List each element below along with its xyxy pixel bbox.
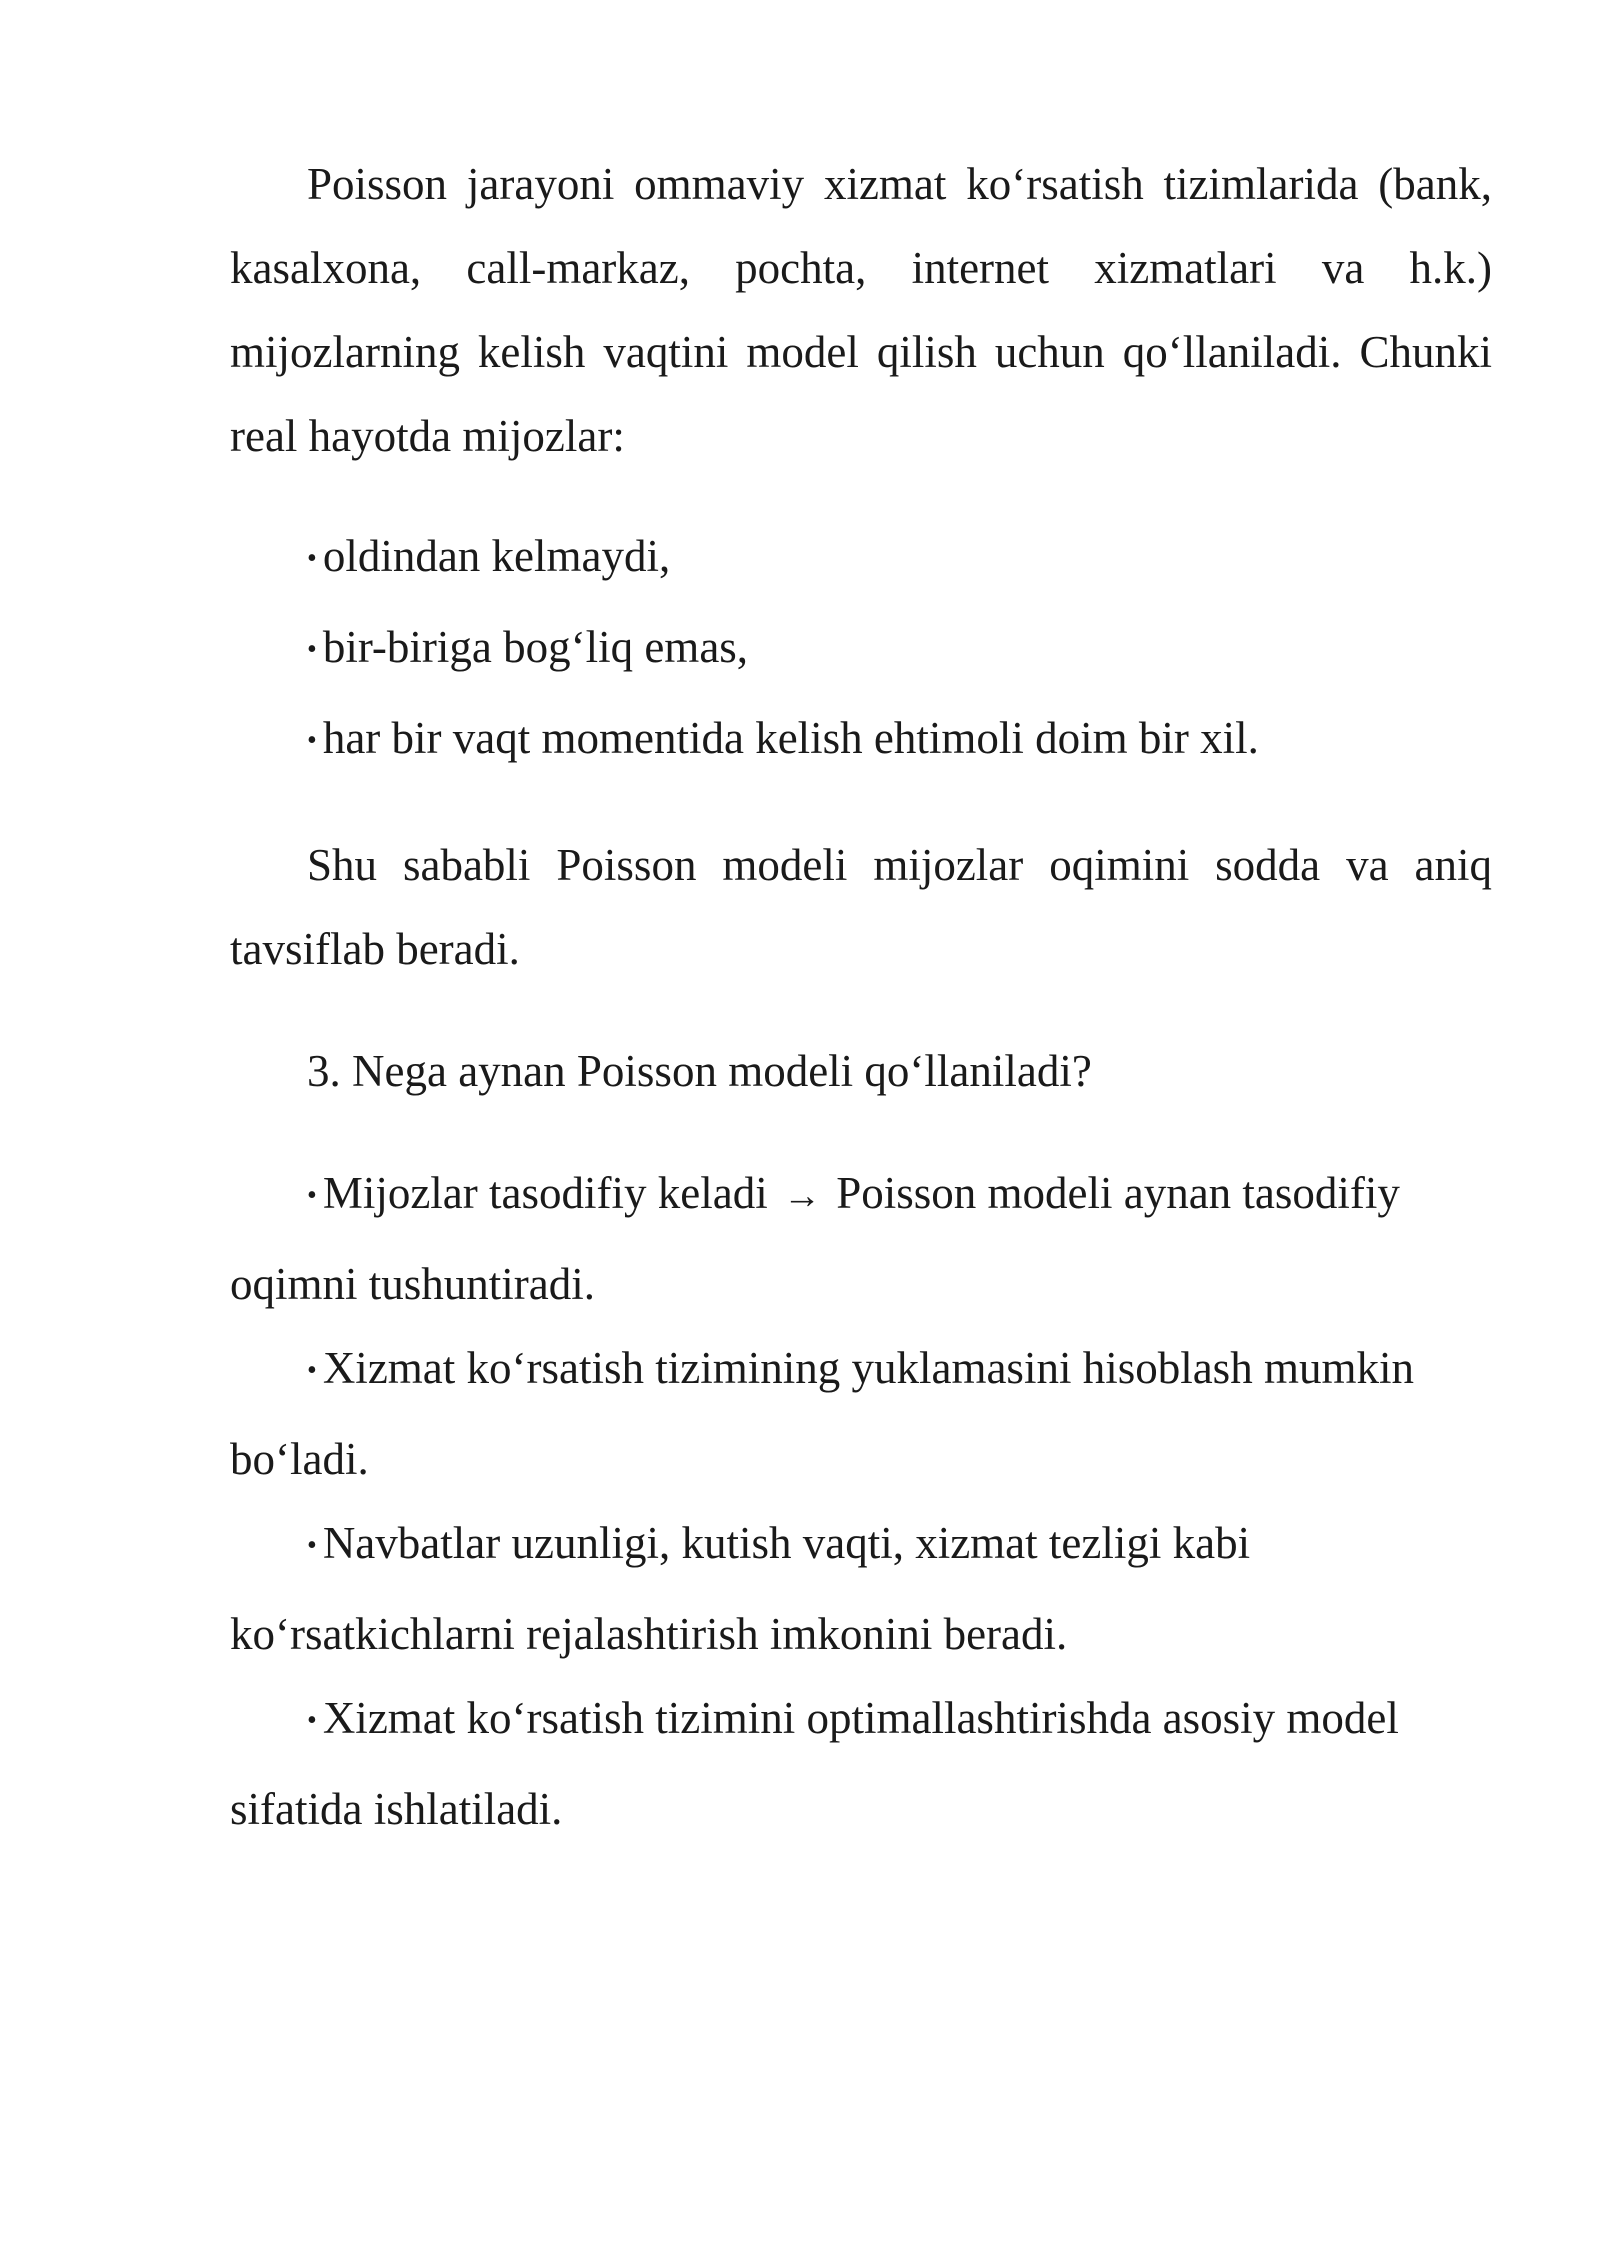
spacer (230, 787, 1492, 823)
bullet-icon: • (307, 1180, 317, 1211)
list-item (230, 696, 1492, 787)
bullet-icon: • (307, 543, 317, 574)
document-body (230, 142, 1492, 1851)
list-item (230, 1676, 1492, 1851)
list-item (230, 1151, 1492, 1326)
list-item (230, 514, 1492, 605)
list-item-text: Xizmat ko‘rsatish tizimini optimallashtirishda asosiy model sifatida ishlatiladi. (230, 1693, 1399, 1834)
list-item-text: bir-biriga bog‘liq emas, (322, 622, 749, 672)
list-item (230, 605, 1492, 696)
conclusion-paragraph: Shu sababli Poisson modeli mijozlar oqimini sodda va aniq tavsiflab beradi. (230, 840, 1492, 974)
section-heading: 3. Nega aynan Poisson modeli qo‘llaniladi? (307, 1046, 1092, 1096)
list-item-text: Navbatlar uzunligi, kutish vaqti, xizmat tezligi kabi ko‘rsatkichlarni rejalashtirish imkonini beradi. (230, 1518, 1251, 1659)
reasons-list (230, 514, 1492, 787)
list-item (230, 1326, 1492, 1501)
bullet-icon: • (307, 1705, 317, 1736)
arrow-right-icon: → (782, 1175, 821, 1217)
bullet-icon: • (307, 1355, 317, 1386)
bullet-icon: • (307, 725, 317, 756)
spacer (230, 1113, 1492, 1151)
list-item (230, 1501, 1492, 1676)
list-item-text: Mijozlar tasodifiy keladi (322, 1168, 768, 1218)
list-item-text: Xizmat ko‘rsatish tizimining yuklamasini hisoblash mumkin bo‘ladi. (230, 1343, 1414, 1484)
intro-paragraph: Poisson jarayoni ommaviy xizmat ko‘rsatish tizimlarida (bank, kasalxona, call-markaz, pochta, internet xizmatlari va h.k.) mijozlarning kelish vaqtini model qilish uchun qo‘llaniladi. Chunki real hayotda mijozlar: (230, 159, 1492, 461)
bullet-icon: • (307, 1530, 317, 1561)
spacer (230, 991, 1492, 1029)
spacer (230, 478, 1492, 514)
list-item-text: Poisson modeli aynan tasodifiy oqimni tushuntiradi. (230, 1168, 1400, 1309)
list-item-text: har bir vaqt momentida kelish ehtimoli doim bir xil. (322, 713, 1259, 763)
list-item-text: oldindan kelmaydi, (322, 531, 671, 581)
bullet-icon: • (307, 634, 317, 665)
